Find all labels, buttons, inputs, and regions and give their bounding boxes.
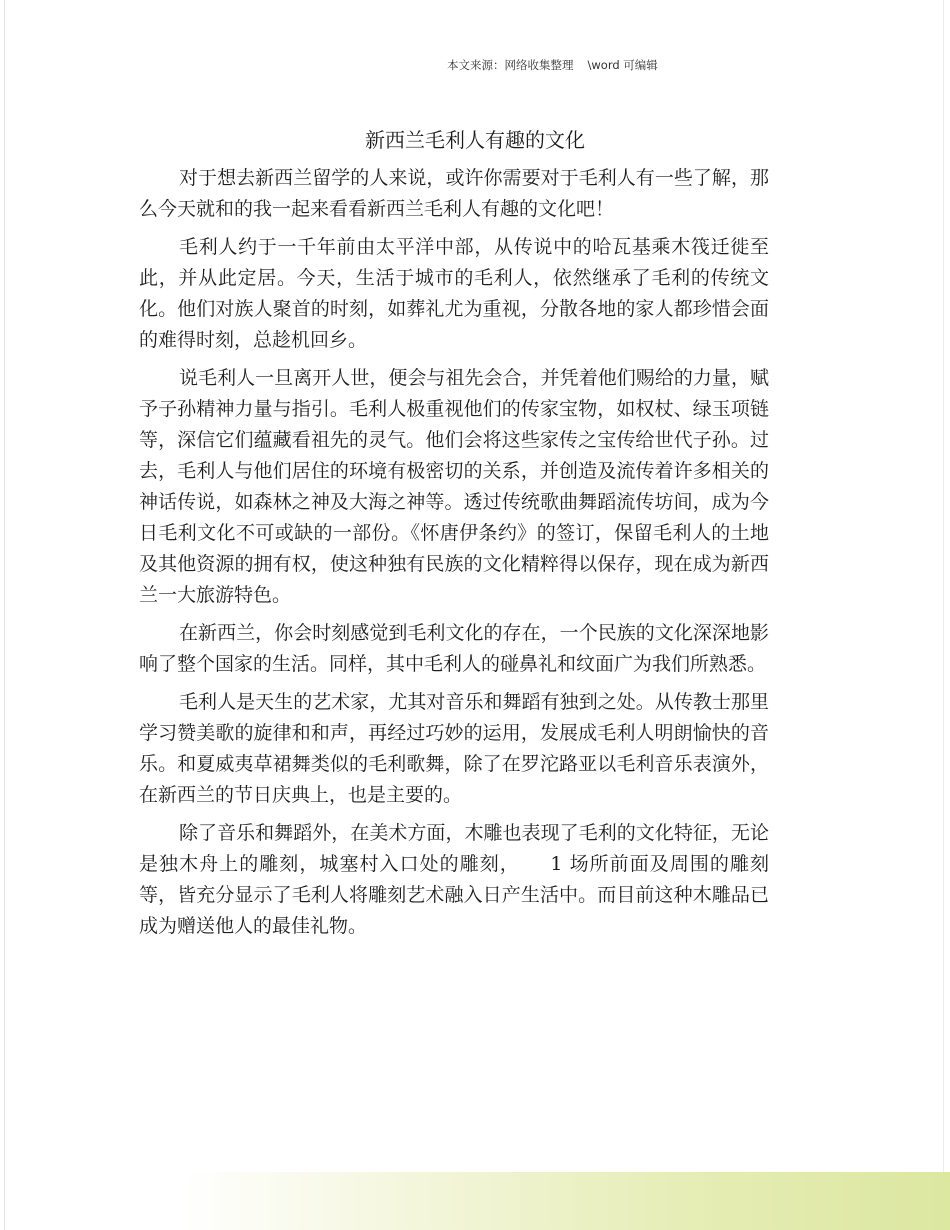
paragraph: 在新西兰，你会时刻感觉到毛利文化的存在，一个民族的文化深深地影响了整个国家的生活。同样，其中毛利人的碰鼻礼和纹面广为我们所熟悉。 bbox=[139, 622, 769, 675]
source-label: 本文来源：网络收集整理 bbox=[447, 58, 574, 72]
paragraph: 说毛利人一旦离开人世，便会与祖先会合，并凭着他们赐给的力量，赋予子孙精神力量与指引。毛利人极重视他们的传家宝物，如权杖、绿玉项链等，深信它们蕴藏看祖先的灵气。他们会将这些家传之宝传给世代子孙。过去，毛利人与他们居住的环境有极密切的关系，并创造及流传着许多相关的神话传说，如森林之神及大海之神等。透过传统歌曲舞蹈流传坊间，成为今日毛利文化不可或缺的一部份。《怀唐伊条约》的签订，保留毛利人的土地及其他资源的拥有权，使这种独有民族的文化精粹得以保存，现在成为新西兰一大旅游特色。 bbox=[139, 367, 769, 606]
page-right-edge bbox=[943, 0, 944, 1230]
document-body bbox=[139, 163, 769, 949]
paragraph: 毛利人约于一千年前由太平洋中部，从传说中的哈瓦基乘木筏迁徙至此，并从此定居。今天，生活于城市的毛利人，依然继承了毛利的传统文化。他们对族人聚首的时刻，如葬礼尤为重视，分散各地的家人都珍惜会面的难得时刻，总趁机回乡。 bbox=[139, 236, 769, 351]
page-left-edge bbox=[4, 0, 5, 1230]
document-source-note bbox=[447, 57, 658, 73]
format-label: \word 可编辑 bbox=[587, 58, 658, 72]
document-title: 新西兰毛利人有趣的文化 bbox=[365, 128, 585, 152]
footer-decoration bbox=[180, 1172, 950, 1230]
paragraph: 除了音乐和舞蹈外，在美术方面，木雕也表现了毛利的文化特征，无论是独木舟上的雕刻，城塞村入口处的雕刻， 1 场所前面及周围的雕刻等，皆充分显示了毛利人将雕刻艺术融入日产生活中。而目前这种木雕品已成为赠送他人的最佳礼物。 bbox=[139, 822, 769, 937]
paragraph: 对于想去新西兰留学的人来说，或许你需要对于毛利人有一些了解，那么今天就和的我一起来看看新西兰毛利人有趣的文化吧！ bbox=[139, 167, 769, 220]
paragraph: 毛利人是天生的艺术家，尤其对音乐和舞蹈有独到之处。从传教士那里学习赞美歌的旋律和和声，再经过巧妙的运用，发展成毛利人明朗愉快的音乐。和夏威夷草裙舞类似的毛利歌舞，除了在罗沱路亚以毛利音乐表演外，在新西兰的节日庆典上，也是主要的。 bbox=[139, 691, 769, 806]
